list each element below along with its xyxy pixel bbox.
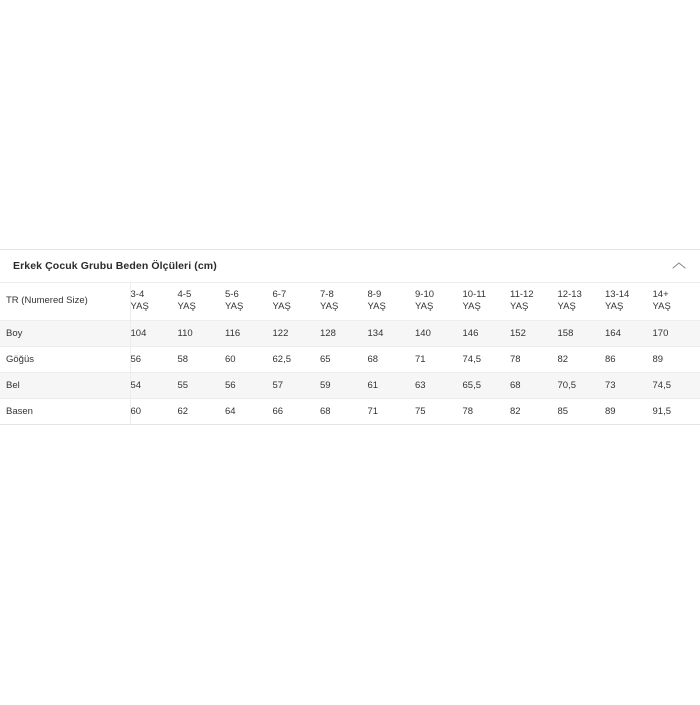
column-header-4-top: 7-8: [320, 289, 368, 301]
column-header-3-bottom: YAŞ: [273, 301, 321, 313]
cell-0-3: 122: [273, 320, 321, 346]
column-header-3-top: 6-7: [273, 289, 321, 301]
column-header-9: [558, 283, 606, 320]
cell-2-7: 65,5: [463, 372, 511, 398]
cell-2-8: 68: [510, 372, 558, 398]
cell-2-4: 59: [320, 372, 368, 398]
column-header-11-bottom: YAŞ: [653, 301, 700, 313]
column-header-11-top: 14+: [653, 289, 700, 301]
column-header-5: [368, 283, 416, 320]
top-whitespace: [0, 0, 700, 249]
table-row: [0, 320, 700, 346]
cell-1-0: 56: [130, 346, 178, 372]
column-header-0-top: 3-4: [131, 289, 178, 301]
size-measurements-table: [0, 283, 700, 424]
column-header-8: [510, 283, 558, 320]
column-header-5-bottom: YAŞ: [368, 301, 416, 313]
column-header-10-top: 13-14: [605, 289, 653, 301]
table-head: [0, 283, 700, 320]
column-header-1-bottom: YAŞ: [178, 301, 226, 313]
bottom-whitespace: [0, 425, 700, 705]
cell-2-9: 70,5: [558, 372, 606, 398]
cell-1-3: 62,5: [273, 346, 321, 372]
cell-3-11: 91,5: [653, 398, 700, 424]
cell-0-8: 152: [510, 320, 558, 346]
size-chart-panel: [0, 249, 700, 425]
cell-0-4: 128: [320, 320, 368, 346]
column-header-6-bottom: YAŞ: [415, 301, 463, 313]
cell-3-7: 78: [463, 398, 511, 424]
column-header-10: [605, 283, 653, 320]
cell-1-9: 82: [558, 346, 606, 372]
panel-title: Erkek Çocuk Grubu Beden Ölçüleri (cm): [13, 260, 217, 272]
cell-3-4: 68: [320, 398, 368, 424]
cell-1-8: 78: [510, 346, 558, 372]
cell-2-1: 55: [178, 372, 226, 398]
column-header-1-top: 4-5: [178, 289, 226, 301]
chevron-up-icon[interactable]: [672, 261, 686, 271]
column-header-4: [320, 283, 368, 320]
row-label-3: Basen: [0, 398, 130, 424]
cell-3-5: 71: [368, 398, 416, 424]
column-header-5-top: 8-9: [368, 289, 416, 301]
column-header-8-bottom: YAŞ: [510, 301, 558, 313]
column-header-8-top: 11-12: [510, 289, 558, 301]
cell-3-1: 62: [178, 398, 226, 424]
column-header-6: [415, 283, 463, 320]
row-label-2: Bel: [0, 372, 130, 398]
row-label-0: Boy: [0, 320, 130, 346]
cell-2-5: 61: [368, 372, 416, 398]
cell-1-4: 65: [320, 346, 368, 372]
cell-2-3: 57: [273, 372, 321, 398]
cell-3-3: 66: [273, 398, 321, 424]
column-header-label: TR (Numered Size): [0, 283, 130, 320]
column-header-7-bottom: YAŞ: [463, 301, 511, 313]
cell-1-2: 60: [225, 346, 273, 372]
column-header-6-top: 9-10: [415, 289, 463, 301]
column-header-0-bottom: YAŞ: [131, 301, 178, 313]
cell-1-7: 74,5: [463, 346, 511, 372]
column-header-7: [463, 283, 511, 320]
cell-1-1: 58: [178, 346, 226, 372]
cell-1-5: 68: [368, 346, 416, 372]
table-header-row: [0, 283, 700, 320]
column-header-3: [273, 283, 321, 320]
column-header-2: [225, 283, 273, 320]
cell-3-9: 85: [558, 398, 606, 424]
column-header-7-top: 10-11: [463, 289, 511, 301]
table-row: [0, 346, 700, 372]
cell-3-0: 60: [130, 398, 178, 424]
cell-0-9: 158: [558, 320, 606, 346]
cell-0-10: 164: [605, 320, 653, 346]
cell-3-10: 89: [605, 398, 653, 424]
cell-0-5: 134: [368, 320, 416, 346]
cell-3-2: 64: [225, 398, 273, 424]
cell-0-7: 146: [463, 320, 511, 346]
cell-1-6: 71: [415, 346, 463, 372]
cell-2-0: 54: [130, 372, 178, 398]
table-body: [0, 320, 700, 424]
size-chart-header[interactable]: [0, 250, 700, 283]
column-header-0: [130, 283, 178, 320]
column-header-1: [178, 283, 226, 320]
cell-3-8: 82: [510, 398, 558, 424]
column-header-2-top: 5-6: [225, 289, 273, 301]
row-label-1: Göğüs: [0, 346, 130, 372]
cell-0-0: 104: [130, 320, 178, 346]
cell-1-10: 86: [605, 346, 653, 372]
column-header-9-bottom: YAŞ: [558, 301, 606, 313]
cell-2-6: 63: [415, 372, 463, 398]
cell-0-11: 170: [653, 320, 700, 346]
cell-3-6: 75: [415, 398, 463, 424]
column-header-10-bottom: YAŞ: [605, 301, 653, 313]
table-row: [0, 398, 700, 424]
cell-2-10: 73: [605, 372, 653, 398]
cell-0-2: 116: [225, 320, 273, 346]
cell-0-6: 140: [415, 320, 463, 346]
table-row: [0, 372, 700, 398]
column-header-9-top: 12-13: [558, 289, 606, 301]
column-header-2-bottom: YAŞ: [225, 301, 273, 313]
column-header-11: [653, 283, 700, 320]
column-header-4-bottom: YAŞ: [320, 301, 368, 313]
cell-2-11: 74,5: [653, 372, 700, 398]
cell-1-11: 89: [653, 346, 700, 372]
cell-0-1: 110: [178, 320, 226, 346]
cell-2-2: 56: [225, 372, 273, 398]
